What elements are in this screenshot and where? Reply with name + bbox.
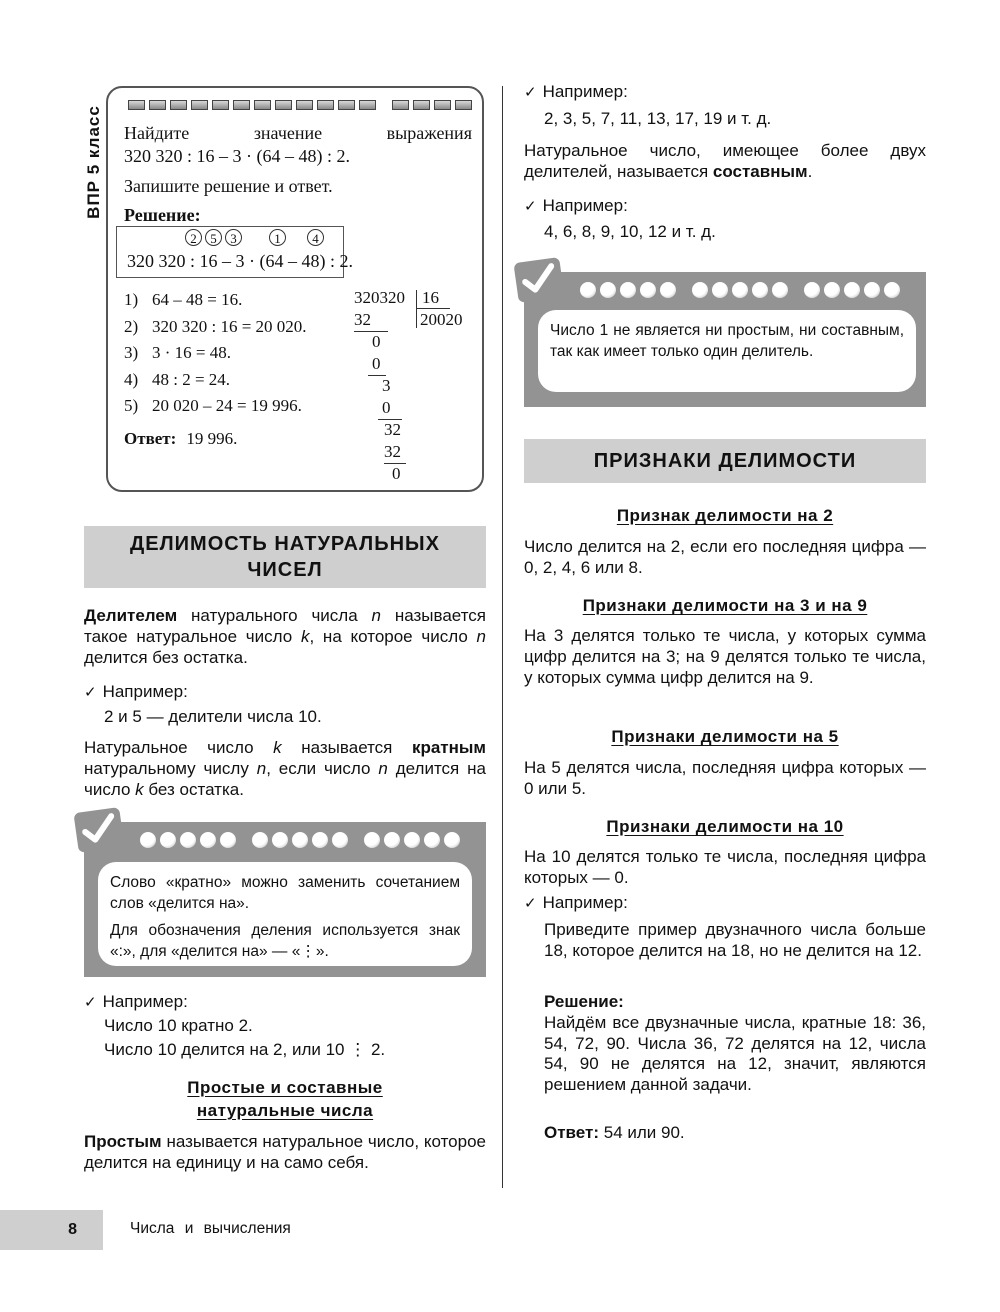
solution-steps bbox=[124, 290, 307, 449]
task-instruction: Запишите решение и ответ. bbox=[124, 176, 333, 196]
example-label: ✓ Например: bbox=[84, 682, 188, 701]
task-prompt bbox=[124, 123, 472, 144]
example-task-text: Приведите пример двузначного числа больше 18, которое делится на 18, но не делится на 12. bbox=[544, 920, 926, 960]
subheading-rule-3-9: Признаки делимости на 3 и на 9 bbox=[582, 596, 868, 615]
checkmark-icon: ✓ bbox=[84, 684, 97, 701]
column-divider bbox=[502, 86, 503, 1188]
rule-text: На 10 делятся только те числа, последняя цифра которых — 0. bbox=[524, 847, 926, 887]
example-text: 4, 6, 8, 9, 10, 12 и т. д. bbox=[544, 222, 716, 241]
tip-content bbox=[98, 862, 472, 966]
decorative-squares bbox=[128, 100, 472, 110]
checkmark-icon: ✓ bbox=[524, 895, 537, 912]
tip-badge bbox=[513, 257, 564, 303]
example-answer bbox=[544, 1122, 926, 1143]
decorative-dots bbox=[140, 832, 460, 848]
rule-text: Число делится на 2, если его последняя цифра — 0, 2, 4, 6 или 8. bbox=[524, 537, 926, 577]
solution-label: Решение: bbox=[124, 205, 201, 225]
solution-step: 3) 3 · 16 = 48. bbox=[124, 343, 231, 362]
page-number: 8 bbox=[0, 1210, 103, 1250]
order-mark: 1 bbox=[269, 229, 286, 246]
tip-badge bbox=[73, 807, 124, 853]
order-mark: 2 bbox=[185, 229, 202, 246]
solution-step: 5) 20 020 – 24 = 19 996. bbox=[124, 396, 302, 415]
dividend: 320320 bbox=[354, 288, 405, 307]
task-word: Найдите bbox=[124, 123, 190, 143]
tip-text: Для обозначения деления используется знак «:», для «делится на» — «⋮». bbox=[110, 922, 460, 960]
divisor-definition: Делителем натурального числа n называется такое натуральное число k, на которое число n делится без остатка. bbox=[84, 606, 486, 667]
multiple-definition: Натуральное число k называется кратным натуральному числу n, если число n делится на число k без остатка. bbox=[84, 738, 486, 799]
subheading-rule-5: Признаки делимости на 5 bbox=[611, 727, 839, 746]
example-text: Число 10 кратно 2. bbox=[104, 1016, 253, 1035]
task-box bbox=[106, 86, 484, 492]
order-mark: 3 bbox=[225, 229, 242, 246]
solution-step: 1) 64 – 48 = 16. bbox=[124, 290, 243, 309]
checkmark-icon bbox=[80, 812, 118, 846]
checkmark-icon: ✓ bbox=[524, 84, 537, 101]
tip-box bbox=[524, 272, 926, 407]
task-word: значение bbox=[253, 123, 323, 143]
answer-value: 19 996. bbox=[186, 428, 238, 448]
tip-content bbox=[538, 310, 916, 392]
subheading-prime-composite: Простые и составные натуральные числа bbox=[187, 1078, 383, 1120]
section-header-divisibility: ДЕЛИМОСТЬ НАТУРАЛЬНЫХ ЧИСЕЛ bbox=[84, 526, 486, 588]
checkmark-icon: ✓ bbox=[84, 994, 97, 1011]
quotient: 20020 bbox=[420, 310, 463, 329]
order-mark: 4 bbox=[307, 229, 324, 246]
checkmark-icon: ✓ bbox=[524, 198, 537, 215]
example-label: ✓ Например: bbox=[524, 82, 628, 101]
example-label: ✓ Например: bbox=[524, 893, 628, 912]
example-text: 2 и 5 — делители числа 10. bbox=[104, 707, 322, 726]
long-division: 320320 16 20020 32 0 0 3 0 32 32 0 bbox=[354, 288, 463, 483]
solution-step: 4) 48 : 2 = 24. bbox=[124, 369, 231, 389]
subheading-rule-2: Признак делимости на 2 bbox=[616, 506, 834, 525]
side-label bbox=[82, 92, 106, 232]
answer-value: 54 или 90. bbox=[603, 1123, 685, 1142]
checkmark-icon bbox=[520, 262, 558, 296]
divisor: 16 bbox=[422, 288, 439, 307]
solution-step: 2) 320 320 : 16 = 20 020. bbox=[124, 316, 307, 336]
order-mark: 5 bbox=[205, 229, 222, 246]
tip-text: Слово «кратно» можно заменить сочетанием слов «делится на». bbox=[110, 874, 460, 912]
tip-box bbox=[84, 822, 486, 977]
example-label: ✓ Например: bbox=[524, 196, 628, 215]
rule-text: На 5 делятся числа, последняя цифра которых — 0 или 5. bbox=[524, 758, 926, 798]
composite-definition: Натуральное число, имеющее более двух делителей, называется составным. bbox=[524, 141, 926, 181]
prime-definition: Простым называется натуральное число, которое делится на единицу и на само себя. bbox=[84, 1132, 486, 1172]
chapter-title: Числа и вычисления bbox=[130, 1220, 291, 1237]
task-answer bbox=[124, 429, 307, 449]
decorative-dots bbox=[580, 282, 900, 298]
grade-label: ВПР 5 класс bbox=[84, 105, 103, 219]
example-text: Число 10 делится на 2, или 10 ⋮ 2. bbox=[104, 1040, 386, 1059]
order-marks bbox=[117, 229, 343, 251]
task-word: выражения bbox=[386, 123, 472, 143]
order-expression: 320 320 : 16 – 3 · (64 – 48) : 2. bbox=[127, 251, 353, 271]
solution-label: Решение: bbox=[544, 992, 624, 1011]
rule-text: На 3 делятся только те числа, у которых сумма цифр делится на 3; на 9 делятся только те числа, у которых сумма цифр делится на 9. bbox=[524, 626, 926, 687]
section-header-divisibility-rules: ПРИЗНАКИ ДЕЛИМОСТИ bbox=[524, 439, 926, 483]
solution-text: Найдём все двузначные числа, кратные 18: 36, 54, 72, 90. Числа 36, 72 делятся на 12, числа 54, 90 не делятся на 12, значит, являются решением данной задачи. bbox=[544, 1013, 926, 1094]
task-expression: 320 320 : 16 – 3 · (64 – 48) : 2. bbox=[124, 146, 350, 166]
tip-text: Число 1 не является ни простым, ни составным, так как имеет только один делитель. bbox=[550, 322, 904, 360]
order-of-operations-box bbox=[116, 226, 353, 278]
answer-label: Ответ: bbox=[124, 428, 177, 448]
example-label: ✓ Например: bbox=[84, 992, 188, 1011]
subheading-rule-10: Признаки делимости на 10 bbox=[606, 817, 844, 836]
answer-label: Ответ: bbox=[544, 1123, 599, 1142]
example-text: 2, 3, 5, 7, 11, 13, 17, 19 и т. д. bbox=[544, 109, 772, 128]
